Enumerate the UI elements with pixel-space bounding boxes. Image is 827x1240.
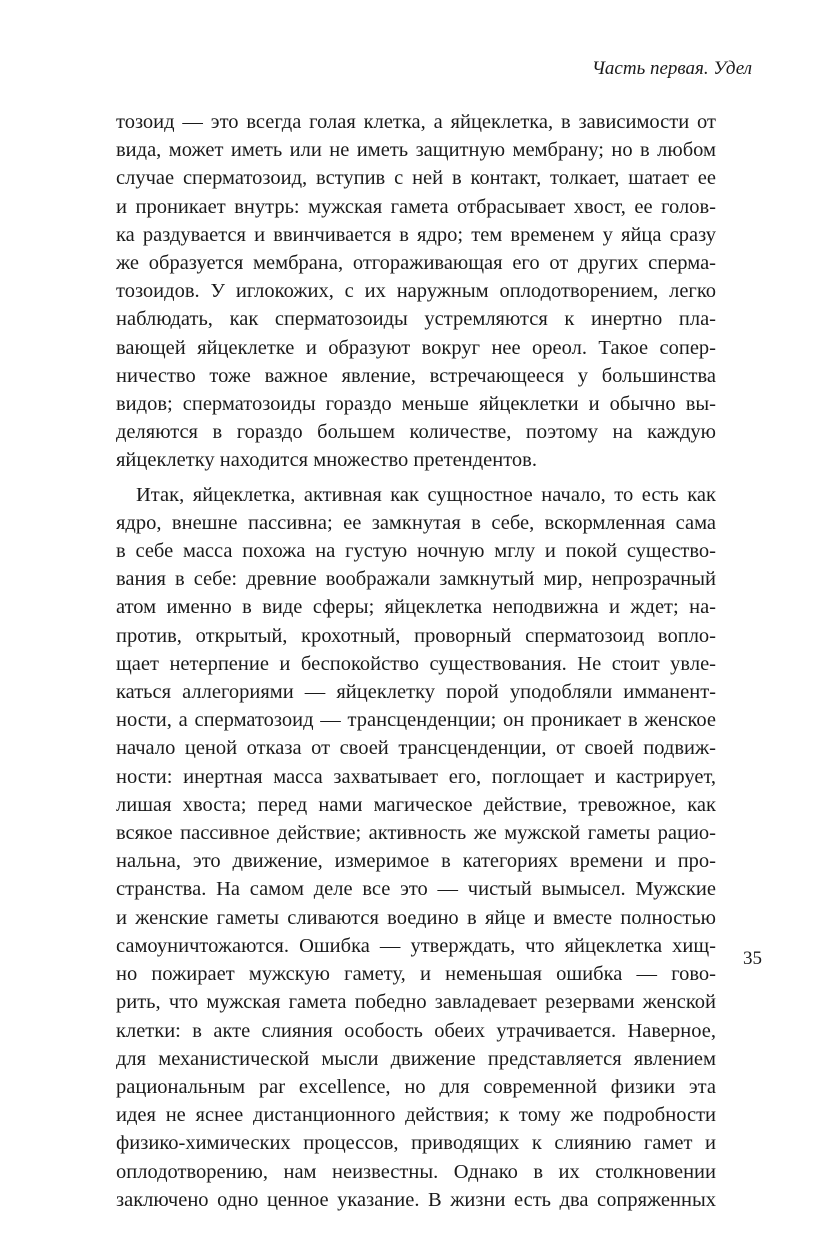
- text-line: тозоид — это всегда голая клетка, а яйцеклетка, в зависимости от: [116, 111, 716, 133]
- text-line: физико-химических процессов, приводящих к слиянию гамет и: [116, 1132, 716, 1155]
- text-line: яйцеклетку находится множество претендентов.: [116, 449, 537, 472]
- text-line: странства. На самом деле все это — чистый вымысел. Мужские: [116, 878, 716, 901]
- text-line: и женские гаметы сливаются воедино в яйце и вместе полностью: [116, 906, 716, 929]
- text-line: щает нетерпение и беспокойство существования. Не стоит увле-: [116, 652, 716, 675]
- paragraph: [116, 481, 716, 1214]
- text-line: наблюдать, как сперматозоиды устремляются к инертно пла-: [116, 308, 716, 331]
- text-line: тозоидов. У иглокожих, с их наружным оплодотворением, легко: [116, 280, 716, 303]
- text-line: рациональным par excellence, но для современной физики эта: [116, 1075, 716, 1098]
- text-line: рить, что мужская гамета победно завладевает резервами женской: [116, 991, 716, 1014]
- text-line: ка раздувается и ввинчивается в ядро; тем временем у яйца сразу: [116, 223, 716, 246]
- text-line: всякое пассивное действие; активность же мужской гаметы рацио-: [116, 822, 716, 845]
- text-line: клетки: в акте слияния особость обеих утрачивается. Наверное,: [116, 1019, 716, 1042]
- text-line: для механистической мысли движение представляется явлением: [116, 1047, 716, 1070]
- text-line: но пожирает мужскую гамету, и неменьшая ошибка — гово-: [116, 963, 716, 986]
- text-line: против, открытый, крохотный, проворный сперматозоид вопло-: [116, 624, 716, 647]
- page-number: 35: [743, 948, 762, 969]
- text-line: случае сперматозоид, вступив с ней в контакт, толкает, шатает ее: [116, 167, 716, 190]
- text-line: вида, может иметь или не иметь защитную мембрану; но в любом: [116, 139, 716, 162]
- text-line: видов; сперматозоиды гораздо меньше яйцеклетки и обычно вы-: [116, 393, 716, 416]
- text-line: ности, а сперматозоид — трансценденции; он проникает в женское: [116, 709, 716, 732]
- text-line: Итак, яйцеклетка, активная как сущностное начало, то есть как: [136, 483, 716, 506]
- text-line: и проникает внутрь: мужская гамета отбрасывает хвост, ее голов-: [116, 195, 716, 218]
- text-line: начало ценой отказа от своей трансценденции, от своей подвиж-: [116, 737, 716, 760]
- text-line: лишая хвоста; перед нами магическое действие, тревожное, как: [116, 793, 716, 816]
- text-line: вания в себе: древние воображали замкнутый мир, непрозрачный: [116, 568, 716, 591]
- text-line: самоуничтожаются. Ошибка — утверждать, что яйцеклетка хищ-: [116, 934, 716, 957]
- paragraph: [116, 108, 716, 475]
- text-line: идея не яснее дистанционного действия; к тому же подробности: [116, 1104, 716, 1127]
- text-line: вающей яйцеклетке и образуют вокруг нее ореол. Такое сопер-: [116, 336, 716, 359]
- text-line: деляются в гораздо большем количестве, поэтому на каждую: [116, 421, 716, 444]
- text-line: в себе масса похожа на густую ночную мглу и покой существо-: [116, 540, 716, 563]
- text-line: же образуется мембрана, отгораживающая его от других сперма-: [116, 252, 716, 275]
- text-line: ности: инертная масса захватывает его, поглощает и кастрирует,: [116, 765, 716, 788]
- text-line: ничество тоже важное явление, встречающееся у большинства: [116, 364, 716, 387]
- text-line: нальна, это движение, измеримое в категориях времени и про-: [116, 850, 716, 873]
- body-text: [116, 108, 716, 1214]
- running-head: Часть первая. Удел: [591, 58, 752, 79]
- text-line: ядро, внешне пассивна; ее замкнутая в себе, вскормленная сама: [116, 511, 716, 534]
- text-line: оплодотворению, нам неизвестны. Однако в их столкновении: [116, 1160, 716, 1183]
- text-line: заключено одно ценное указание. В жизни есть два сопряженных: [116, 1188, 716, 1211]
- text-line: каться аллегориями — яйцеклетку порой уподобляли имманент-: [116, 681, 716, 704]
- text-line: атом именно в виде сферы; яйцеклетка неподвижна и ждет; на-: [116, 596, 716, 619]
